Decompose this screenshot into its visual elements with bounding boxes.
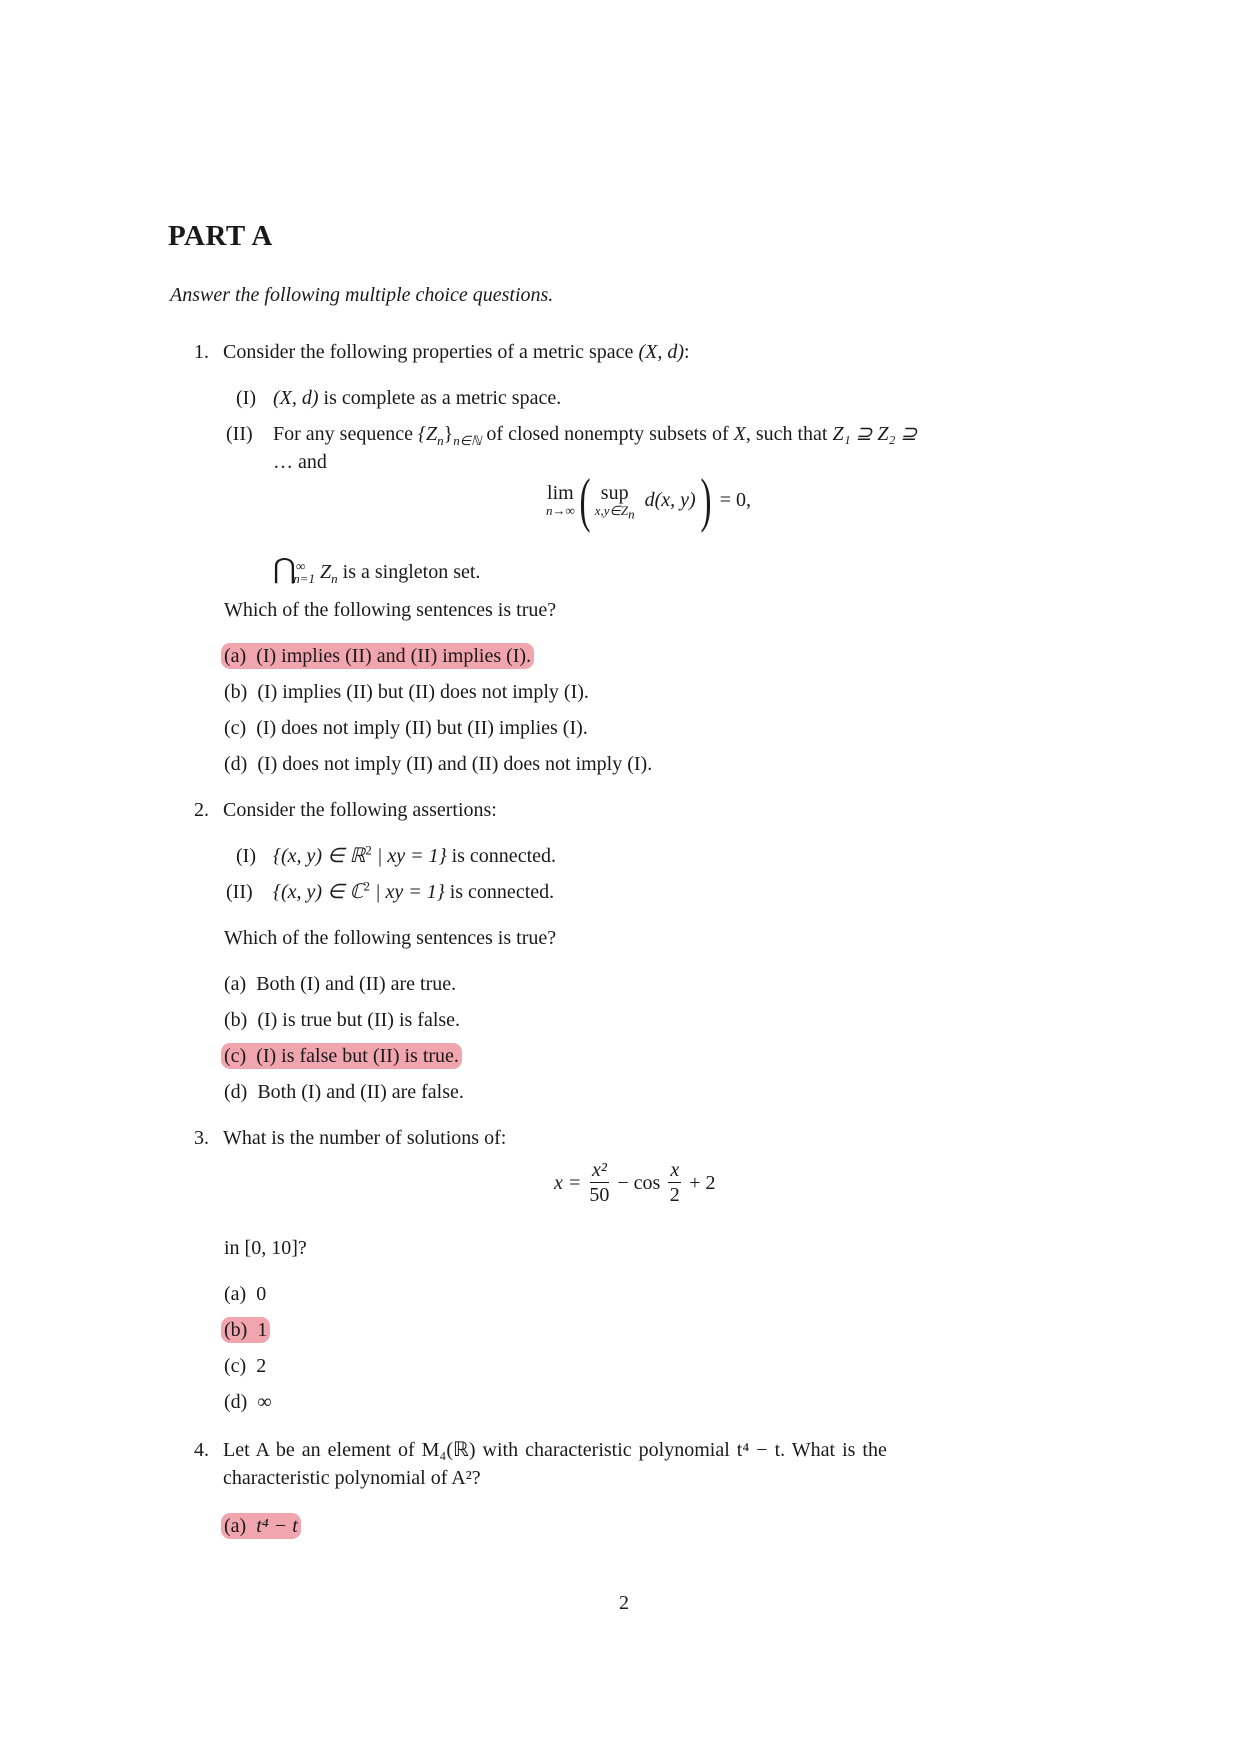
option-b[interactable]: (b) (I) is true but (II) is false. (224, 1009, 461, 1031)
option-d[interactable]: (d) (I) does not imply (II) and (II) does not imply (I). (224, 753, 653, 775)
assertion-text: {(x, y) ∈ ℝ$^2$ | xy = 1} is connected. (273, 842, 556, 867)
question-stem: Let A be an element of M₄(ℝ) with characteristic polynomial t⁴ − t. What is the (223, 1439, 887, 1461)
option-a[interactable]: (a) (I) implies (II) and (II) implies (I). (224, 646, 534, 666)
property-text: (X, d) is complete as a metric space. (273, 387, 562, 409)
option-d[interactable]: (d) ∞ (224, 1391, 272, 1413)
property-label: (I) (236, 387, 256, 409)
assertion-label: (II) (226, 881, 253, 903)
page-number: 2 (619, 1592, 629, 1614)
option-a[interactable]: (a) 0 (224, 1283, 267, 1305)
interval-text: in [0, 10]? (224, 1237, 307, 1259)
property-label: (II) (226, 423, 253, 445)
option-d[interactable]: (d) Both (I) and (II) are false. (224, 1081, 464, 1103)
option-b[interactable]: (b) (I) implies (II) but (II) does not imply (I). (224, 681, 589, 703)
question-number: 3. (194, 1127, 209, 1149)
assertion-label: (I) (236, 845, 256, 867)
question-number: 2. (194, 799, 209, 821)
assertion-text: {(x, y) ∈ ℂ$^2$ | xy = 1} is connected. (273, 878, 555, 903)
option-b[interactable]: (b) 1 (224, 1320, 270, 1340)
question-stem: Consider the following assertions: (223, 799, 497, 821)
property-text-cont: … and (273, 451, 327, 473)
instructions: Answer the following multiple choice questions. (170, 284, 554, 306)
question-number: 4. (194, 1439, 209, 1461)
equation: x = $\frac{\text{x²}}{50}$ − cos $\frac{x}{2}$ + 2 (554, 1159, 716, 1206)
property-text: For any sequence $\{Z_n\}_{n\in ℕ}$ of closed nonempty subsets of X, such that Z₁ ⊇ Z₂ ⊇ (273, 423, 918, 448)
option-c[interactable]: (c) 2 (224, 1355, 267, 1377)
conclusion: $⋂^\infty_{n=1}$ $Z_n$ is a singleton set. (273, 554, 481, 586)
option-c[interactable]: (c) (I) is false but (II) is true. (224, 1046, 462, 1066)
question-number: 1. (194, 341, 209, 363)
question-stem-cont: characteristic polynomial of A²? (223, 1467, 481, 1489)
option-a[interactable]: (a) Both (I) and (II) are true. (224, 973, 457, 995)
option-a[interactable]: (a) t⁴ − t (224, 1516, 301, 1536)
question-prompt: Which of the following sentences is true? (224, 599, 557, 621)
question-prompt: Which of the following sentences is true? (224, 927, 557, 949)
page-title: PART A (168, 220, 273, 252)
question-stem: Consider the following properties of a metric space (X, d): (223, 341, 690, 363)
option-c[interactable]: (c) (I) does not imply (II) but (II) implies (I). (224, 717, 588, 739)
question-stem: What is the number of solutions of: (223, 1127, 507, 1149)
display-formula: lim n→∞ ( sup $x,y\in Z_n$ d(x, y) ) = 0, (546, 467, 751, 533)
